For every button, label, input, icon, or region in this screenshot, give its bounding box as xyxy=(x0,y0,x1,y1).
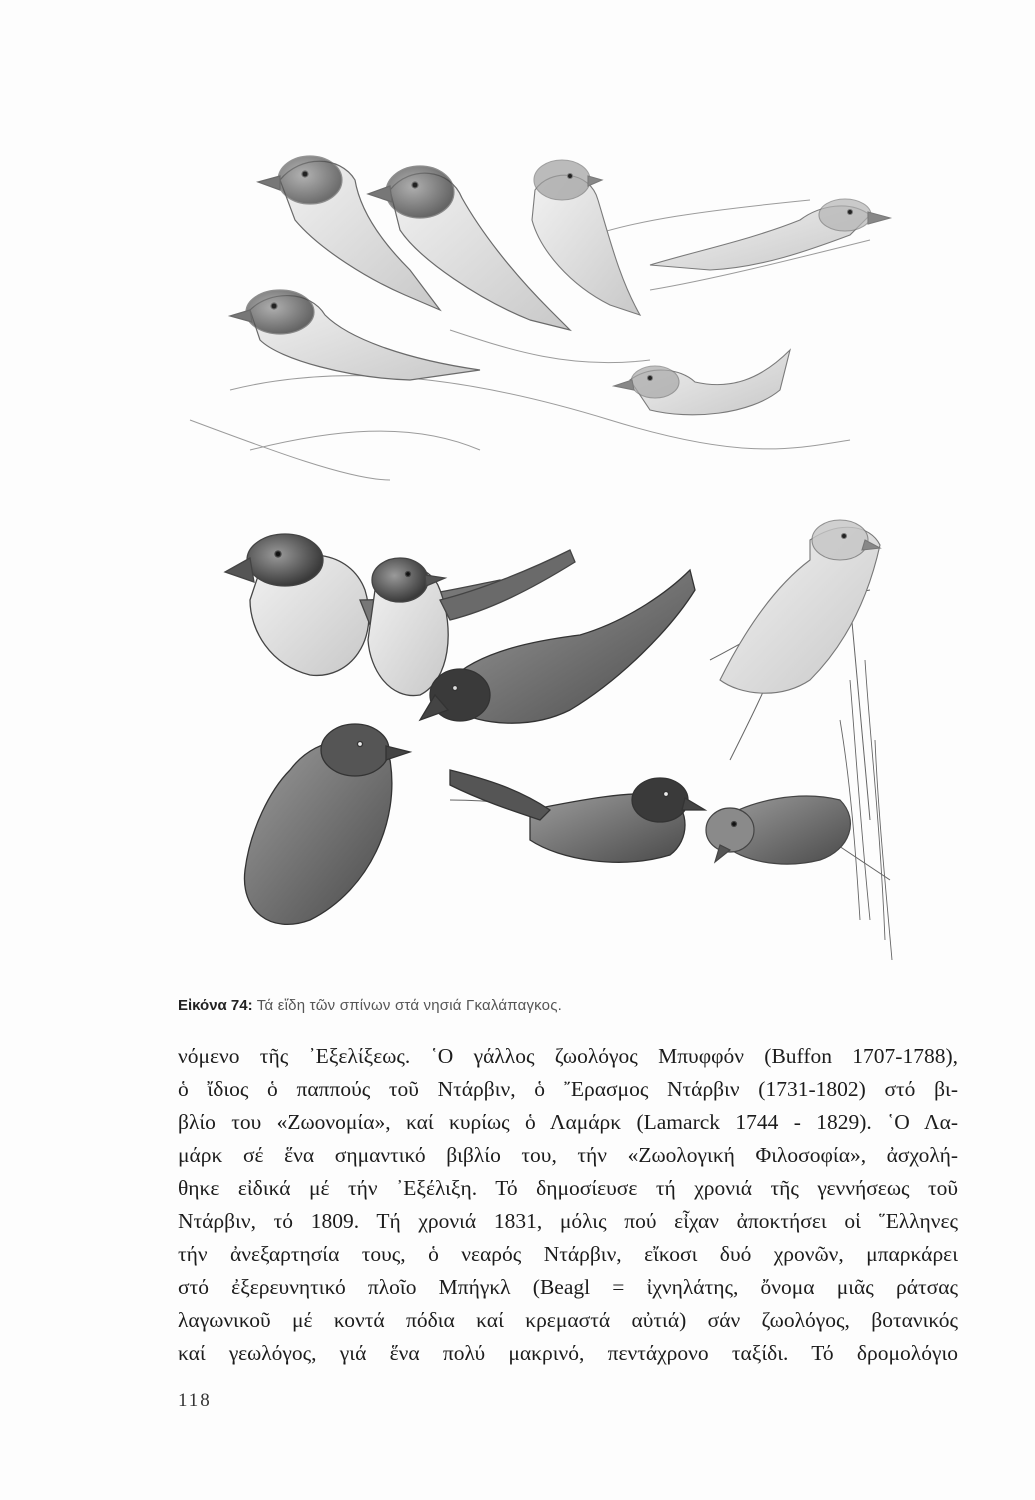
body-line: λαγωνικοῦ μέ κοντά πόδια καί κρεμαστά αὐτιά) σάν ζωολόγος, βοτανικός xyxy=(178,1308,958,1332)
body-line: Ντάρβιν, τό 1809. Τή χρονιά 1831, μόλις πού εἶχαν ἀποκτήσει οἱ ῞Ελληνες xyxy=(178,1209,958,1233)
figure-caption xyxy=(178,997,562,1014)
body-line: ὁ ἴδιος ὁ παππούς τοῦ Ντάρβιν, ὁ ῎Ερασμος Ντάρβιν (1731-1802) στό βι- xyxy=(178,1077,958,1101)
page-number: 118 xyxy=(178,1390,212,1411)
body-paragraph xyxy=(178,1040,958,1370)
body-line: μάρκ σέ ἕνα σημαντικό βιβλίο του, τήν «Ζωολογική Φιλοσοφία», ἀσχολή- xyxy=(178,1143,958,1167)
body-line: θηκε εἰδικά μέ τήν ᾽Εξέλιξη. Τό δημοσίευσε τή χρονιά τῆς γεννήσεως τοῦ xyxy=(178,1176,958,1200)
body-line: καί γεωλόγος, γιά ἕνα πολύ μακρινό, πεντάχρονο ταξίδι. Τό δρομολόγιο xyxy=(178,1341,958,1365)
finches-illustration xyxy=(150,120,910,980)
body-line: στό ἐξερευνητικό πλοῖο Μπήγκλ (Beagl = ἰχνηλάτης, ὄνομα μιᾶς ράτσας xyxy=(178,1275,958,1299)
finches-drawing-icon xyxy=(150,120,910,980)
figure-label: Εἰκόνα 74: xyxy=(178,997,253,1014)
body-line: βλίο του «Ζωονομία», καί κυρίως ὁ Λαμάρκ (Lamarck 1744 - 1829). ῾Ο Λα- xyxy=(178,1110,958,1134)
body-line: νόμενο τῆς ᾽Εξελίξεως. ῾Ο γάλλος ζωολόγος Μπυφφόν (Buffon 1707-1788), xyxy=(178,1044,958,1068)
body-line: τήν ἀνεξαρτησία τους, ὁ νεαρός Ντάρβιν, εἴκοσι δυό χρονῶν, μπαρκάρει xyxy=(178,1242,958,1266)
figure-caption-text: Τά εἴδη τῶν σπίνων στά νησιά Γκαλάπαγκος. xyxy=(256,997,562,1014)
